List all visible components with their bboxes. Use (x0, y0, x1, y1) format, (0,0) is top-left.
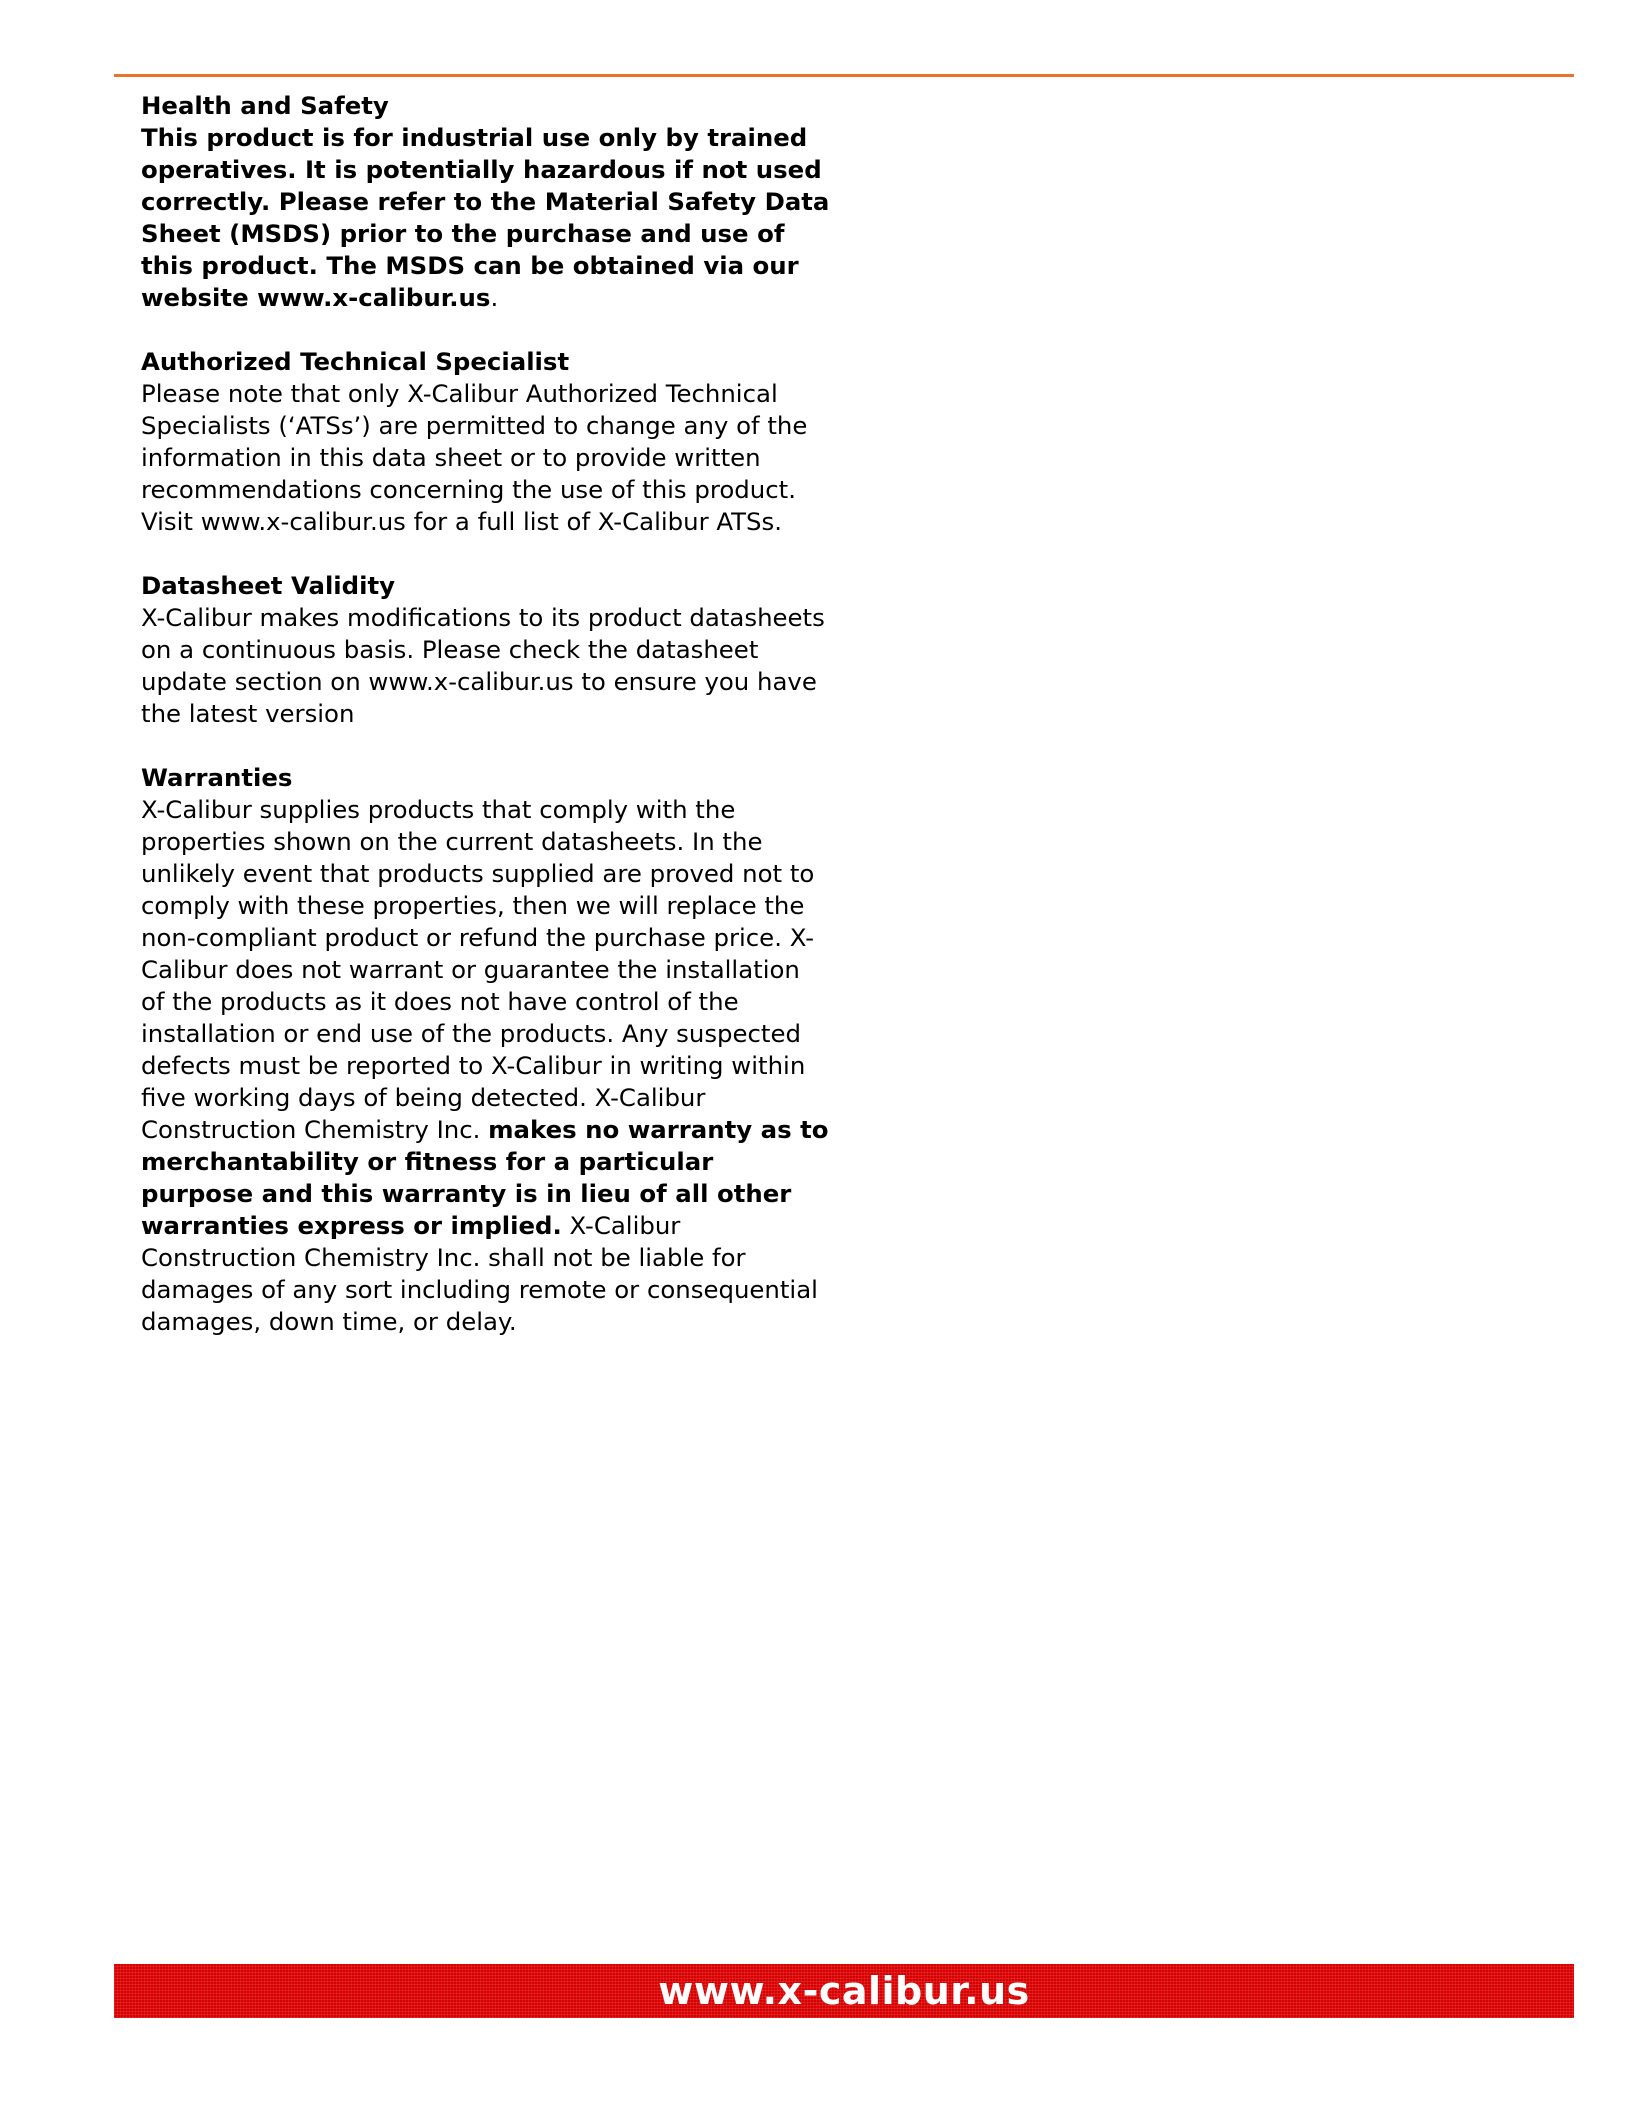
footer-website-url: www.x-calibur.us (658, 1969, 1030, 2013)
health-safety-body-paragraph (141, 122, 831, 314)
warranties-section (141, 762, 831, 1338)
validity-body: X-Calibur makes modifications to its product datasheets on a continuous basis. Please check the datasheet update section on www.x-calibur.us to ensure you have the latest version (141, 603, 825, 728)
validity-section (141, 570, 831, 730)
validity-heading: Datasheet Validity (141, 571, 396, 600)
top-divider (114, 74, 1574, 77)
warranties-disclaimer: makes no warranty as to merchantability or fitness for a particular purpose and this warranty is in lieu of all other warranties express or implied. (141, 1115, 829, 1240)
footer-bar (114, 1964, 1574, 2018)
ats-heading: Authorized Technical Specialist (141, 347, 570, 376)
warranties-heading: Warranties (141, 763, 293, 792)
warranties-body-part-2: X-Calibur Construction Chemistry Inc. shall not be liable for damages of any sort including remote or consequential damages, down time, or delay. (141, 1211, 818, 1336)
warranties-body-paragraph (141, 794, 831, 1338)
health-safety-body: This product is for industrial use only by trained operatives. It is potentially hazardous if not used correctly. Please refer to the Material Safety Data Sheet (MSDS) prior to the purchase and use of this product. The MSDS can be obtained via our website www.x-calibur.us (141, 123, 830, 312)
ats-body: Please note that only X-Calibur Authorized Technical Specialists (‘ATSs’) are permitted to change any of the information in this data sheet or to provide written recommendations concerning the use of this product. Visit www.x-calibur.us for a full list of X-Calibur ATSs. (141, 379, 808, 536)
ats-section (141, 346, 831, 538)
datasheet-text-column (141, 90, 831, 1370)
warranties-body-part-1: X-Calibur supplies products that comply with the properties shown on the current datasheets. In the unlikely event that products supplied are proved not to comply with these properties, then we will replace the non-compliant product or refund the purchase price. X-Calibur does not warrant or guarantee the installation of the products as it does not have control of the installation or end use of the products. Any suspected defects must be reported to X-Calibur in writing within five working days of being detected. X-Calibur Construction Chemistry Inc. (141, 795, 815, 1144)
health-safety-period: . (490, 283, 499, 312)
health-safety-section (141, 90, 831, 314)
health-safety-heading: Health and Safety (141, 91, 389, 120)
